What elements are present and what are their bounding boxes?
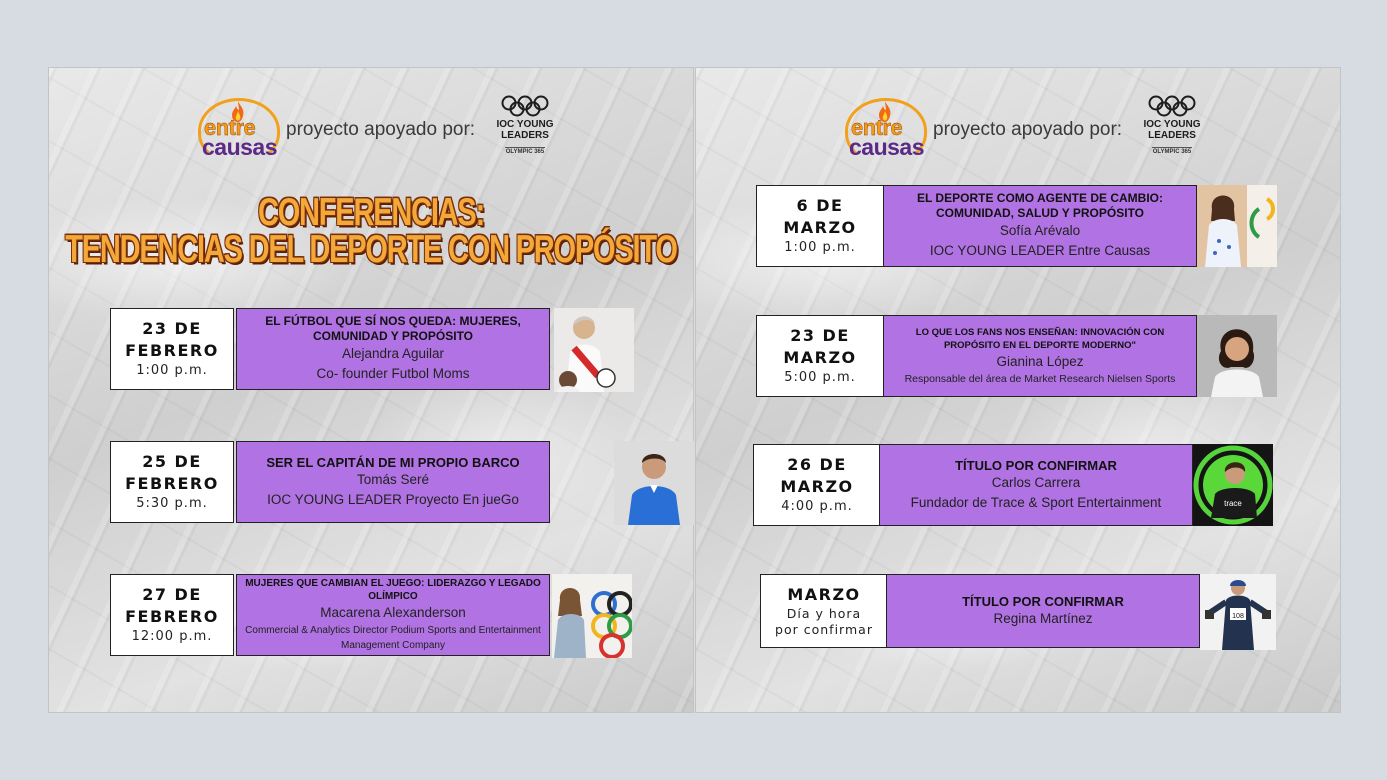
poster-header bbox=[843, 95, 1203, 173]
event-time: 5:00 p.m. bbox=[784, 370, 856, 385]
event-date-box bbox=[110, 574, 234, 656]
event-month: FEBRERO bbox=[125, 607, 219, 626]
event-day: 27 DE bbox=[142, 585, 202, 604]
event-time: 12:00 p.m. bbox=[131, 629, 213, 644]
event-speaker-role: IOC YOUNG LEADER Entre Causas bbox=[929, 243, 1151, 258]
event-title: TÍTULO POR CONFIRMAR bbox=[962, 593, 1124, 609]
poster-left bbox=[48, 67, 694, 713]
speaker-photo bbox=[552, 574, 632, 658]
event-time: 4:00 p.m. bbox=[781, 499, 853, 514]
event-title: SER EL CAPITÁN DE MI PROPIO BARCO bbox=[266, 454, 520, 470]
logo-word-entre: entre bbox=[851, 115, 903, 140]
logo-word-causas: causas bbox=[849, 134, 925, 160]
event-title: EL FÚTBOL QUE SÍ NOS QUEDA: MUJERES, COMUNIDAD Y PROPÓSITO bbox=[265, 314, 521, 343]
svg-text:108: 108 bbox=[1232, 613, 1244, 620]
olympic365-label: OLYMPIC 365 bbox=[505, 149, 545, 155]
svg-text:trace: trace bbox=[1224, 499, 1242, 508]
event-title: MUJERES QUE CAMBIAN EL JUEGO: LIDERAZGO Y LEGADO OLÍMPICO bbox=[245, 578, 541, 602]
ioc-line1: IOC YOUNG bbox=[1143, 119, 1201, 130]
event-speaker-role: Commercial & Analytics Director Podium Sports and Entertainment Management Company bbox=[245, 625, 541, 651]
event-speaker: Regina Martínez bbox=[993, 610, 1093, 626]
event-day: 6 DE bbox=[796, 196, 844, 215]
olympic365-label: OLYMPIC 365 bbox=[1152, 149, 1192, 155]
olympic-rings-icon bbox=[501, 95, 549, 117]
event-date-box bbox=[756, 185, 884, 267]
speaker-photo bbox=[1197, 185, 1277, 267]
event-day: 26 DE bbox=[787, 455, 847, 474]
event-date-box bbox=[760, 574, 888, 648]
event-month: FEBRERO bbox=[125, 474, 219, 493]
event-info-box bbox=[236, 308, 550, 390]
event-speaker-role: Responsable del área de Market Research Nielsen Sports bbox=[904, 372, 1176, 385]
event-title: EL DEPORTE COMO AGENTE DE CAMBIO: COMUNIDAD, SALUD Y PROPÓSITO bbox=[916, 191, 1163, 220]
event-speaker-role: Fundador de Trace & Sport Entertainment bbox=[910, 494, 1162, 510]
ioc-young-leaders-logo bbox=[494, 95, 556, 155]
event-date-box bbox=[110, 308, 234, 390]
speaker-photo bbox=[1200, 574, 1276, 650]
event-speaker-role: IOC YOUNG LEADER Proyecto En jueGo bbox=[267, 491, 519, 507]
event-time: 5:30 p.m. bbox=[136, 496, 208, 511]
supported-by-label: proyecto apoyado por: bbox=[286, 119, 476, 140]
speaker-photo bbox=[1197, 315, 1277, 397]
ioc-line1: IOC YOUNG bbox=[496, 119, 554, 130]
event-day: 25 DE bbox=[142, 452, 202, 471]
event-speaker: Alejandra Aguilar bbox=[341, 346, 445, 361]
supported-by-label: proyecto apoyado por: bbox=[933, 119, 1123, 140]
entre-causas-logo bbox=[843, 95, 931, 165]
logo-word-causas: causas bbox=[202, 134, 278, 160]
event-date-box bbox=[753, 444, 881, 526]
logo-word-entre: entre bbox=[204, 115, 256, 140]
speaker-photo bbox=[614, 441, 694, 525]
event-month: MARZO bbox=[780, 477, 854, 496]
event-time-tbd: por confirmar bbox=[775, 622, 873, 637]
event-info-box bbox=[886, 574, 1200, 648]
poster-header bbox=[196, 95, 556, 173]
entre-causas-logo bbox=[196, 95, 284, 165]
event-info-box bbox=[236, 441, 550, 523]
event-time: 1:00 p.m. bbox=[784, 240, 856, 255]
event-info-box bbox=[236, 574, 550, 656]
event-info-box bbox=[879, 444, 1193, 526]
poster-title-line1: CONFERENCIAS: bbox=[257, 191, 485, 235]
event-time: 1:00 p.m. bbox=[136, 363, 208, 378]
poster-right bbox=[695, 67, 1341, 713]
event-date-box bbox=[110, 441, 234, 523]
event-month: MARZO bbox=[783, 348, 857, 367]
event-month: MARZO bbox=[783, 218, 857, 237]
ioc-line2: LEADERS bbox=[1148, 130, 1196, 141]
speaker-photo bbox=[554, 308, 634, 392]
event-speaker-role: Co- founder Futbol Moms bbox=[316, 366, 470, 381]
event-speaker: Macarena Alexanderson bbox=[320, 605, 466, 620]
event-day: 23 DE bbox=[142, 319, 202, 338]
speaker-photo bbox=[1193, 444, 1273, 526]
event-speaker: Gianina López bbox=[996, 353, 1084, 369]
event-title: LO QUE LOS FANS NOS ENSEÑAN: INNOVACIÓN CON PROPÓSITO EN EL DEPORTE MODERNO" bbox=[915, 326, 1165, 351]
event-info-box bbox=[883, 315, 1197, 397]
event-speaker: Tomás Seré bbox=[356, 471, 430, 487]
event-info-box bbox=[883, 185, 1197, 267]
event-date-box bbox=[756, 315, 884, 397]
event-date-tbd: Día y hora bbox=[786, 606, 862, 621]
olympic-rings-icon bbox=[1148, 95, 1196, 117]
event-speaker: Carlos Carrera bbox=[991, 474, 1081, 490]
event-day: 23 DE bbox=[790, 326, 850, 345]
event-title: TÍTULO POR CONFIRMAR bbox=[955, 457, 1117, 473]
ioc-line2: LEADERS bbox=[501, 130, 549, 141]
ioc-young-leaders-logo bbox=[1141, 95, 1203, 155]
poster-title-line2: TENDENCIAS DEL DEPORTE CON PROPÓSITO bbox=[65, 228, 677, 272]
event-speaker: Sofía Arévalo bbox=[999, 223, 1081, 238]
event-month: FEBRERO bbox=[125, 341, 219, 360]
event-month-only: MARZO bbox=[787, 585, 861, 604]
